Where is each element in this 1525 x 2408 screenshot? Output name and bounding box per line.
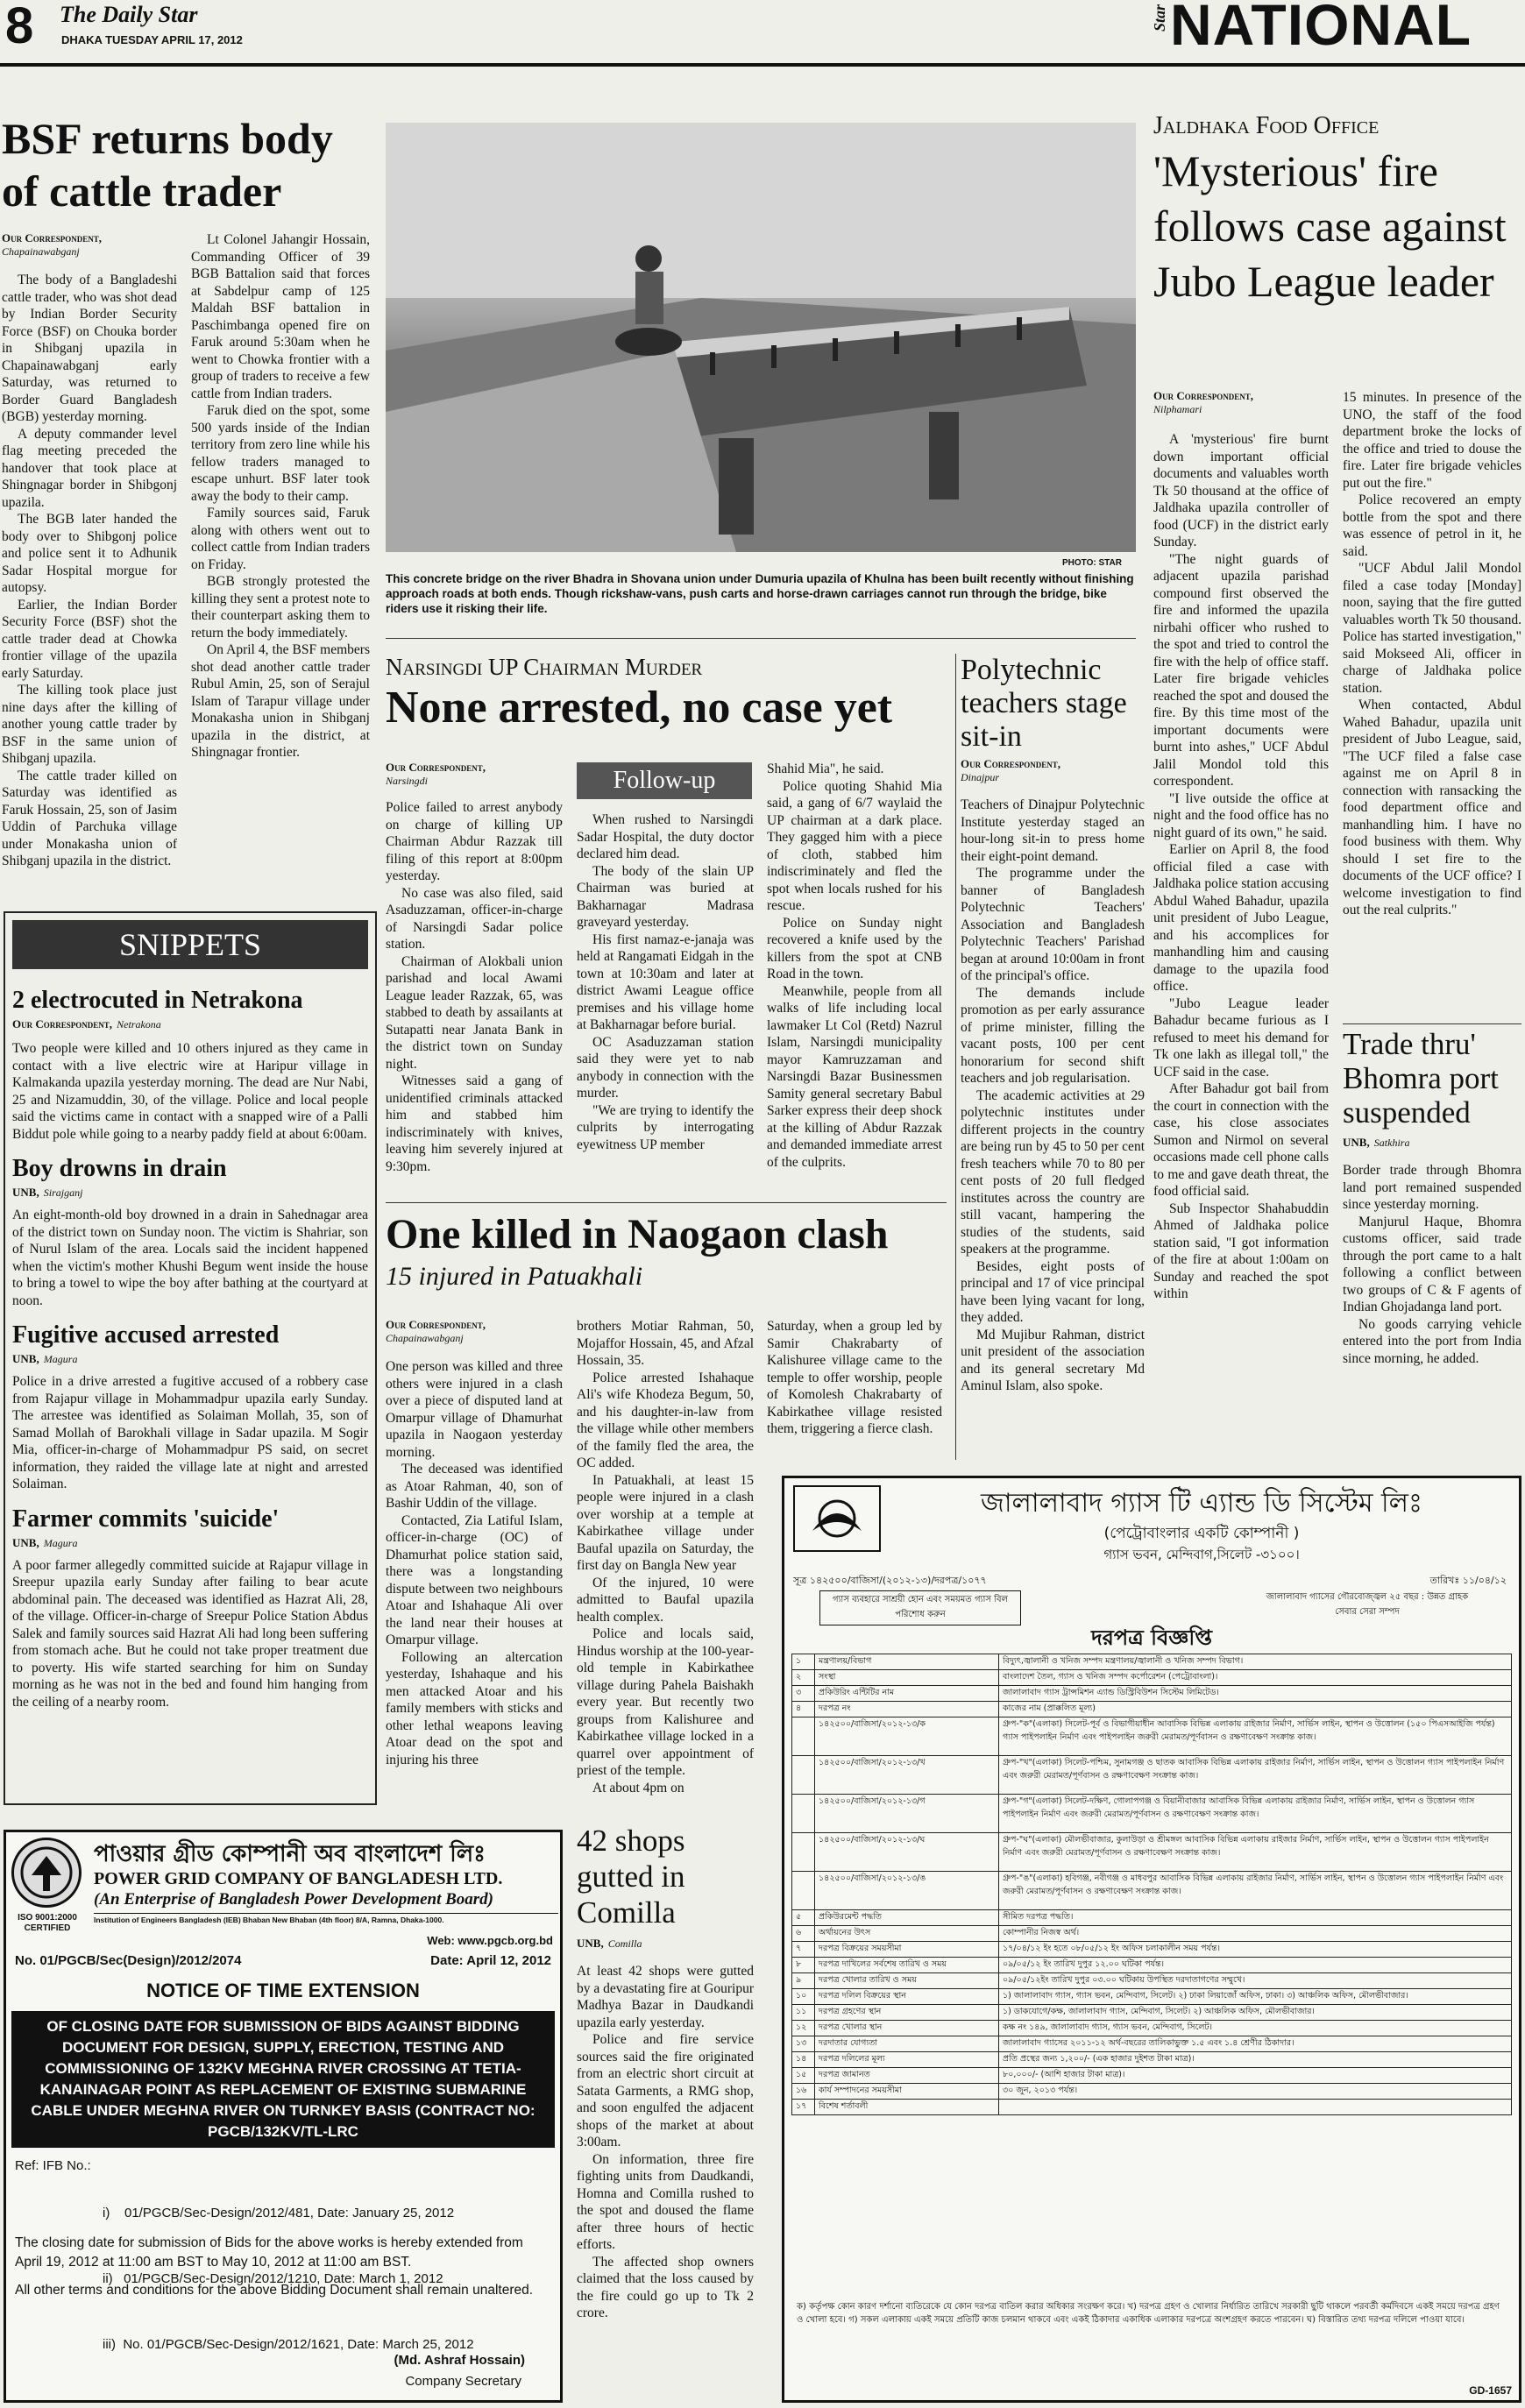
narsingdi-col1 bbox=[386, 799, 563, 1175]
paragraph: Police on Sunday night recovered a knife used by the killers from the spot at CNB Road in the town. bbox=[767, 915, 942, 981]
pgcb-signatory: (Md. Ashraf Hossain) bbox=[394, 2353, 525, 2368]
pgcb-extension: The closing date for submission of Bids for the above works is hereby extended from April 19, 2012 at 11:00 am BST to May 10, 2012 at 11:00 am BST. bbox=[15, 2235, 523, 2270]
pgcb-banner: OF CLOSING DATE FOR SUBMISSION OF BIDS AGAINST BIDDING DOCUMENT FOR DESIGN, SUPPLY, ERECTION, TESTING AND COMMISSIONING OF 132KV MEGHNA RIVER CROSSING AT TETIA-KANAINAGAR POINT AS REPLACEMENT OF EXISTING SUBMARINE CABLE UNDER MEGHNA RIVER ON TURNKEY BASIS (CONTRACT NO: PGCB/132KV/TL-LRC bbox=[11, 2011, 555, 2148]
tender-cell: প্রতি প্রস্থের জন্য ১,২০০/- (এক হাজার দুইশত টাকা মাত্র)। bbox=[999, 2052, 1512, 2068]
jalalabad-notice-title: দরপত্র বিজ্ঞপ্তি bbox=[1091, 1625, 1212, 1650]
paragraph: Following an altercation yesterday, Ishahaque and his men attacked Atoar and his family members with sticks and other lethal weapons leaving Atoar dead on the spot and injuring his three bbox=[386, 1649, 563, 1767]
tender-row bbox=[792, 1942, 1512, 1958]
tender-cell: ১৪২৫০০/বাজিসা/২০১২-১৩/খ bbox=[815, 1756, 999, 1795]
bsf-place: Chapainawabganj bbox=[2, 245, 80, 258]
tender-row bbox=[792, 2005, 1512, 2021]
snippet-byline: UNB, bbox=[12, 1352, 39, 1365]
snippet-text: An eight-month-old boy drowned in a drain in Sahednagar area of the district town on Sunday noon. The victim is Shahriar, son of Nurul Islam of the area. Locals said the incident happened when the victim's mother Khushi Begum went inside the house to bring a towel to wipe the boy after bathing at the courtyard at noon. bbox=[12, 1208, 368, 1308]
tender-cell: ৩ bbox=[792, 1686, 815, 1702]
tender-row bbox=[792, 1958, 1512, 1973]
tender-row bbox=[792, 1795, 1512, 1833]
jalalabad-date: তারিখঃ ১১/০৪/১২ bbox=[1429, 1575, 1507, 1586]
paragraph: "I live outside the office at night and the food office has no night guard of its own," he said. bbox=[1153, 790, 1329, 840]
paragraph: "Jubo League leader Bahadur became furious as I refused to meet his demand for Tk one lakh as illegal toll," the UCF said in the case. bbox=[1153, 995, 1329, 1080]
paragraph: Manjurul Haque, Bhomra customs officer, said trade through the port came to a halt following a conflict between two groups of C & F agents of Indian Ghojadanga land port. bbox=[1343, 1214, 1521, 1314]
paragraph: No goods carrying vehicle entered into the port from India since morning, he added. bbox=[1343, 1316, 1521, 1366]
shops-place: Comilla bbox=[607, 1937, 642, 1950]
paragraph: Teachers of Dinajpur Polytechnic Institute yesterday staged an hour-long sit-in to press home their eight-point demand. bbox=[961, 797, 1145, 864]
naogaon-subhead: 15 injured in Patuakhali bbox=[386, 1262, 643, 1291]
bsf-byline-block bbox=[2, 231, 177, 259]
tender-row bbox=[792, 1910, 1512, 1926]
paragraph: The body of the slain UP Chairman was buried at Bakharnagar Madrasa graveyard yesterday. bbox=[577, 863, 754, 930]
tender-row bbox=[792, 2052, 1512, 2068]
photo-caption: This concrete bridge on the river Bhadra in Shovana union under Dumuria upazila of Khulna has been built recently without finishing approach roads at both ends. Though rickshaw-vans, push carts and horse-drawn carriages cannot run through the bridge, bike riders use it risking their life. bbox=[386, 572, 1134, 615]
tender-cell: কক্ষ নং ১৪৯, জালালাবাদ গ্যাস, গ্যাস ভবন, মেন্দিবাগ, সিলেট। bbox=[999, 2021, 1512, 2036]
trade-byline: UNB, bbox=[1343, 1136, 1370, 1149]
paragraph: Police and locals said, Hindus worship at the 100-year-old temple in Kabirkathee village during Pahela Baishakh every year. But recently two groups from Kalishuree and Kabirkathee village locked in a quarrel over appointment of priest of the temple. bbox=[577, 1626, 754, 1778]
tender-cell: ১৫ bbox=[792, 2068, 815, 2084]
snippet-headline: Boy drowns in drain bbox=[12, 1155, 227, 1182]
trade-rule bbox=[1343, 1023, 1521, 1024]
tender-cell: কোম্পানীর নিজস্ব অর্থ। bbox=[999, 1926, 1512, 1942]
paragraph: BGB strongly protested the killing they sent a protest note to their counterpart asking them to return the body immediately. bbox=[191, 574, 370, 641]
bsf-col2 bbox=[191, 231, 370, 761]
paragraph: Lt Colonel Jahangir Hossain, Commanding Officer of 39 BGB Battalion said that forces at Sabdelpur camp of 125 Maldah BSF battalion in Paschimbanga opened fire on Faruk around 5:30am when he went to Chowka frontier with a group of traders to receive a few cattle from Indian traders. bbox=[191, 232, 370, 401]
tender-cell: বাংলাদেশ তৈল, গ্যাস ও খনিজ সম্পদ কর্পোরেশন (পেট্রোবাংলা)। bbox=[999, 1670, 1512, 1686]
tender-row bbox=[792, 1973, 1512, 1989]
tender-cell: কাজের নাম (প্রাক্কলিত মূল্য) bbox=[999, 1702, 1512, 1717]
tender-cell: ৮০,০০০/- (আশি হাজার টাকা মাত্র)। bbox=[999, 2068, 1512, 2084]
tender-cell bbox=[999, 2100, 1512, 2115]
tender-cell: ৫ bbox=[792, 1910, 815, 1926]
paragraph: Border trade through Bhomra land port remained suspended since yesterday morning. bbox=[1343, 1163, 1521, 1212]
paragraph: The programme under the banner of Bangladesh Polytechnic Teachers' Association and Bangladesh Polytechnic Teachers' Parishad began at around 10:00am in front of the principal's office. bbox=[961, 866, 1145, 983]
paragraph: Police failed to arrest anybody on charge of killing UP Chairman Abdur Razzak till filing of this report at 8:00pm yesterday. bbox=[386, 800, 563, 883]
snippet-item bbox=[12, 987, 368, 1143]
page-number: 8 bbox=[5, 0, 34, 54]
tender-cell: গ্রুপ-"ঘ"(এলাকা) মৌলভীবাজার, কুলাউড়া ও শ্রীমঙ্গল আবাসিক বিভিন্ন এলাকায় রাইজার নির্মাণ, সার্ভিস লাইন, স্থাপন ও উত্তোলন গ্যাস পাইপলাইন নির্মাণ এবং জরুরী মেরামত/পূর্ণবাসন ও রক্ষণাবেক্ষণ সংক্রান্ত কাজ। bbox=[999, 1833, 1512, 1872]
tender-cell: গ্রুপ-"খ"(এলাকা) সিলেট-পশ্চিম, সুনামগঞ্জ ও ছাতক আবাসিক বিভিন্ন এলাকায় রাইজার নির্মাণ, সার্ভিস লাইন, স্থাপন ও উত্তোলন গ্যাস পাইপলাইন নির্মাণ এবং জরুরী মেরামত/পূর্ণবাসন ও রক্ষণাবেক্ষণ সংক্রান্ত কাজ। bbox=[999, 1756, 1512, 1795]
tender-cell: ১৪২৫০০/বাজিসা/২০১২-১৩/ক bbox=[815, 1717, 999, 1756]
tender-cell bbox=[792, 1756, 815, 1795]
section-title: NATIONAL bbox=[1170, 0, 1472, 57]
jalalabad-code: GD-1657 bbox=[1469, 2384, 1512, 2397]
tender-cell: ৬ bbox=[792, 1926, 815, 1942]
shops-article bbox=[577, 1823, 754, 2322]
naogaon-col3 bbox=[767, 1318, 942, 1438]
masthead-rule bbox=[0, 63, 1525, 67]
tender-row bbox=[792, 2068, 1512, 2084]
tender-cell: দরপত্র জামানত bbox=[815, 2068, 999, 2084]
photo-rule bbox=[386, 638, 1136, 639]
narsingdi-place: Narsingdi bbox=[386, 775, 429, 787]
narsingdi-kicker: Narsingdi UP Chairman Murder bbox=[386, 654, 703, 680]
poly-divider bbox=[955, 654, 956, 1460]
tender-cell: ১৪ bbox=[792, 2052, 815, 2068]
naogaon-byline: Our Correspondent, bbox=[386, 1318, 486, 1331]
jalalabad-address: গ্যাস ভবন, মেন্দিবাগ,সিলেট -৩১০০। bbox=[1103, 1547, 1300, 1562]
tender-cell: দরপত্র খোলার তারিখ ও সময় bbox=[815, 1973, 999, 1989]
naogaon-headline: One killed in Naogaon clash bbox=[386, 1211, 889, 1257]
tender-cell: দরপত্র বিক্রয়ের সময়সীমা bbox=[815, 1942, 999, 1958]
tender-row bbox=[792, 1926, 1512, 1942]
tender-cell: জালালাবাদ গ্যাসের ২০১১-১২ অর্থ-বছরের তালিকাভুক্ত ১.৫ এবং ১.৪ শ্রেণীর ঠিকাদার। bbox=[999, 2036, 1512, 2052]
paragraph: "The night guards of adjacent upazila parishad compound first observed the fire and informed the upazila nirbahi officer who rushed to the spot and tried to control the fire with the help of office staff. Later fire brigade vehicles reached the spot and doused the fire. By this time most of the important documents were burnt into ashes," UCF Abdul Jalil Mondol told this correspondent. bbox=[1153, 551, 1329, 789]
bridge-illustration bbox=[386, 123, 1136, 552]
paragraph: 15 minutes. In presence of the UNO, the staff of the food department broke the locks of the office and tried to douse the fire. Later fire brigade vehicles put out the fire." bbox=[1343, 390, 1521, 491]
jaldhaka-byline-block bbox=[1153, 389, 1329, 416]
snippet-text: Police in a drive arrested a fugitive accused of a robbery case from Rajapur village in Mohammadpur upazila early Sunday. The arrestee was identified as Solaiman Mollah, 35, son of Samad Mollah of Barokhali village in Sadar upazila. M Sogir Mia, officer-in-charge of Mohammadpur PS said, on secret information, they raided the village late at night and arrested Solaiman. bbox=[12, 1374, 368, 1491]
paragraph: Earlier, the Indian Border Security Force (BSF) shot the cattle trader dead at Chowka frontier village of the upazila early Saturday. bbox=[2, 597, 177, 681]
tender-cell bbox=[792, 1833, 815, 1872]
naogaon-col2 bbox=[577, 1318, 754, 1796]
snippet-headline: Farmer commits 'suicide' bbox=[12, 1505, 280, 1533]
tender-row bbox=[792, 2100, 1512, 2115]
pgcb-ref-item: i) 01/PGCB/Sec-Design/2012/481, Date: January 25, 2012 bbox=[103, 2206, 455, 2220]
paragraph: Chairman of Alokbali union parishad and local Awami League leader Razzak, 65, was stabbed to death by assailants at Sutapatti near Janata Bank in the district town on Sunday night. bbox=[386, 953, 563, 1072]
tender-row bbox=[792, 1686, 1512, 1702]
tender-cell: ২ bbox=[792, 1670, 815, 1686]
tender-cell: ৮ bbox=[792, 1958, 815, 1973]
paragraph: At least 42 shops were gutted by a devastating fire at Gouripur Madhya Bazar in Daudkandi upazila early yesterday. bbox=[577, 1964, 754, 2030]
follow-up-badge: Follow-up bbox=[577, 762, 752, 799]
naogaon-article bbox=[386, 1209, 947, 1292]
tender-cell: গ্রুপ-"গ"(এলাকা) সিলেট-দক্ষিণ, গোলাপগঞ্জ ও বিয়ানীবাজার আবাসিক বিভিন্ন এলাকায় রাইজার নির্মাণ, সার্ভিস লাইন, স্থাপন ও উত্তোলন গ্যাস পাইপলাইন নির্মাণ এবং জরুরী মেরামত/পূর্ণবাসন ও রক্ষণাবেক্ষণ সংক্রান্ত কাজ। bbox=[999, 1795, 1512, 1833]
snippet-place: Sirajganj bbox=[43, 1186, 83, 1199]
paragraph: Family sources said, Faruk along with others went out to collect cattle from Indian traders on Friday. bbox=[191, 506, 370, 572]
paragraph: "We are trying to identify the culprits by interrogating eyewitness UP member bbox=[577, 1102, 754, 1152]
trade-headline: Trade thru' Bhomra port suspended bbox=[1343, 1027, 1499, 1130]
jaldhaka-col2 bbox=[1343, 389, 1521, 919]
snippets-box bbox=[4, 911, 377, 1805]
tender-cell bbox=[792, 1872, 815, 1910]
paragraph: Faruk died on the spot, some 500 yards inside of the Indian territory from zero line while his fellow traders managed to escape unhurt. BSF later took away the body to their camp. bbox=[191, 403, 370, 504]
jalalabad-title: জালালাবাদ গ্যাস টি এ্যান্ড ডি সিস্টেম লিঃ bbox=[981, 1488, 1422, 1519]
paragraph: The deceased was identified as Atoar Rahman, 40, son of Bashir Uddin of the village. bbox=[386, 1462, 563, 1511]
paragraph: Of the injured, 10 were admitted to Baufal upazila health complex. bbox=[577, 1575, 754, 1625]
pgcb-bn-name: পাওয়ার গ্রীড কোম্পানী অব বাংলাদেশ লিঃ bbox=[94, 1841, 486, 1867]
section-logo: Star bbox=[1151, 4, 1169, 32]
narsingdi-article bbox=[386, 654, 947, 735]
paragraph: In Patuakhali, at least 15 people were injured in a clash over worship at a temple at Kabirkathee village under Baufal upazila on Saturday, the first day on Bangla New year bbox=[577, 1472, 754, 1573]
tender-cell: ১২ bbox=[792, 2021, 815, 2036]
narsingdi-byline: Our Correspondent, bbox=[386, 761, 486, 774]
tender-row bbox=[792, 1756, 1512, 1795]
jalalabad-box-left: গ্যাস ব্যবহারে সাশ্রয়ী হোন এবং সময়মত গ্যাস বিল পরিশোধ করুন bbox=[819, 1590, 1021, 1625]
snippet-byline: UNB, bbox=[12, 1186, 39, 1199]
pgcb-notice-title: NOTICE OF TIME EXTENSION bbox=[146, 1980, 420, 2001]
paragraph: brothers Motiar Rahman, 50, Mojaffor Hossain, 45, and Afzal Hossain, 35. bbox=[577, 1319, 754, 1368]
jaldhaka-byline: Our Correspondent, bbox=[1153, 389, 1254, 402]
jaldhaka-article bbox=[1153, 112, 1521, 309]
tender-row bbox=[792, 2036, 1512, 2052]
paragraph: Police arrested Ishahaque Ali's wife Khodeza Begum, 50, and his daughter-in-law from the village while other members of the family fled the area, the OC added. bbox=[577, 1370, 754, 1470]
tender-row bbox=[792, 2084, 1512, 2100]
paragraph: Police quoting Shahid Mia said, a gang of 6/7 waylaid the UP chairman at a dark place. They gagged him with a piece of cloth, stabbed him indiscriminately and fled the spot when locals rushed for his rescue. bbox=[767, 778, 942, 913]
paragraph: On information, three fire fighting units from Daudkandi, Homna and Comilla rushed to the spot and doused the flame after three hours of hectic efforts. bbox=[577, 2151, 754, 2252]
tender-row bbox=[792, 1654, 1512, 1670]
paragraph: On April 4, the BSF members shot dead another cattle trader Rubul Amin, 25, son of Serajul Islam of Tarapur village under Monakasha union in Shibganj upazila in the district, at Shingnagar frontier. bbox=[191, 642, 370, 760]
pgcb-unaltered: All other terms and conditions for the above Bidding Document shall remain unaltered. bbox=[15, 2283, 534, 2298]
paragraph: Witnesses said a gang of unidentified criminals attacked him and stabbed him indiscriminately with knives, leaving him severely injured at 9:30pm. bbox=[386, 1073, 563, 1174]
tender-table bbox=[791, 1654, 1512, 2115]
tender-cell: বিদ্যুৎ,জ্বালানী ও খনিজ সম্পদ মন্ত্রণালয়/জ্বালানী ও খনিজ সম্পদ বিভাগ। bbox=[999, 1654, 1512, 1670]
paragraph: Besides, eight posts of principal and 17 of vice principal have been lying vacant for long, they added. bbox=[961, 1258, 1145, 1325]
tender-cell: ১১ bbox=[792, 2005, 815, 2021]
bsf-col1 bbox=[2, 272, 177, 870]
paragraph: His first namaz-e-janaja was held at Rangamati Eidgah in the town at 10:30am and later at district Awami League office premises and his village home at Bakharnagar before burial. bbox=[577, 931, 754, 1032]
paragraph: Saturday, when a group led by Samir Chakrabarty of Kalishuree village came to the temple to offer worship, people of Komolesh Chakrabarty of Kabirkathee village resisted them, triggering a fierce clash. bbox=[767, 1319, 942, 1436]
shops-byline: UNB, bbox=[577, 1937, 604, 1950]
paragraph: Sub Inspector Shahabuddin Ahmed of Jaldhaka police station said, "I got information of the fire at about 1:00am on Sunday and reached the spot within bbox=[1153, 1200, 1329, 1301]
tender-cell: দরদাতার যোগ্যতা bbox=[815, 2036, 999, 2052]
tender-cell: ১ bbox=[792, 1654, 815, 1670]
snippet-headline: Fugitive accused arrested bbox=[12, 1321, 280, 1349]
tender-cell: অর্থায়নের উৎস bbox=[815, 1926, 999, 1942]
paragraph: At about 4pm on bbox=[592, 1780, 684, 1795]
tender-row bbox=[792, 1702, 1512, 1717]
paragraph: "UCF Abdul Jalil Mondol filed a case today [Monday] noon, saying that the fire gutted valuables worth Tk 50 thousand. Police has started investigation," said Mokseed Ali, officer in charge of Jaldhaka police station. bbox=[1343, 561, 1521, 696]
pgcb-ad bbox=[4, 1830, 563, 2403]
pgcb-name: POWER GRID COMPANY OF BANGLADESH LTD. bbox=[94, 1869, 503, 1888]
tender-row bbox=[792, 1872, 1512, 1910]
tender-cell: ১৬ bbox=[792, 2084, 815, 2100]
tender-cell: ১৪২৫০০/বাজিসা/২০১২-১৩/ঘ bbox=[815, 1833, 999, 1872]
jalalabad-logo-icon bbox=[795, 1487, 879, 1550]
narsingdi-col3 bbox=[767, 761, 942, 1171]
pgcb-ifb-label: Ref: IFB No.: bbox=[15, 2158, 91, 2173]
tender-cell: দরপত্র নং bbox=[815, 1702, 999, 1717]
jaldhaka-place: Nilphamari bbox=[1153, 403, 1202, 415]
tender-cell: ১৭/০৪/১২ ইং হতে ০৮/০৫/১২ ইং অফিস চলাকালীন সময় পর্যন্ত। bbox=[999, 1942, 1512, 1958]
snippet-headline: 2 electrocuted in Netrakona bbox=[12, 987, 303, 1014]
tender-cell: ১০ bbox=[792, 1989, 815, 2005]
paragraph: Earlier on April 8, the food official filed a case with Jaldhaka police station accusing Abdul Wahed Bahadur, upazila unit president of Jubo League, and his accomplices for manhandling him and causing damage to the upazila food office. bbox=[1153, 842, 1329, 994]
tender-cell: সীমিত দরপত্র পদ্ধতি। bbox=[999, 1910, 1512, 1926]
paragraph: One person was killed and three others were injured in a clash over a piece of disputed land at Omarpur village of Dhamurhat upazila in Naogaon yesterday morning. bbox=[386, 1359, 563, 1460]
tender-row bbox=[792, 1989, 1512, 2005]
paragraph: Contacted, Zia Latiful Islam, officer-in-charge (OC) of Dhamurhat police station said, there was a longstanding dispute between two neighbours Atoar and Ishahaque Ali over the land near their houses at Omarpur village. bbox=[386, 1512, 563, 1647]
paragraph: The academic activities at 29 polytechnic institutes under different projects in the country are being run by 45 to 50 per cent fresh teachers while 70 to 80 per cent posts of 20 full fledged institutes across the country are still vacant, hampering the studies of the students, said speakers at the programme. bbox=[961, 1087, 1145, 1257]
narsingdi-byline-block bbox=[386, 761, 561, 788]
paragraph: A 'mysterious' fire burnt down important official documents and valuables worth Tk 50 thousand at the office of Jaldhaka upazila controller of food (UCF) in the district early Sunday. bbox=[1153, 432, 1329, 549]
paragraph: Meanwhile, people from all walks of life including local lawmaker Lt Col (Retd) Nazrul Islam, Narsingdi municipality mayor Kamruzzaman and Narsingdi Bazar Businessmen Samity general secretary Babul Sarker express their deep shock at the killing of Abdur Razzak and demanded immediate arrest of the culprits. bbox=[767, 983, 942, 1170]
tender-cell: দরপত্র গ্রহণের স্থান bbox=[815, 2005, 999, 2021]
tender-cell: গ্রুপ-"ক"(এলাকা) সিলেট-পূর্ব ও বিভাগীয়াধীন আবাসিক বিভিন্ন এলাকায় রাইজার নির্মাণ, সার্ভিস লাইন, স্থাপন ও উত্তোলন (১৫০ পিএসআইজি পর্যন্ত) গ্যাস পাইপলাইন নির্মাণ এবং পাইপলাইন জরুরী মেরামত/পূর্ণবাসন ও রক্ষণাবেক্ষণ সংক্রান্ত কাজ। bbox=[999, 1717, 1512, 1756]
narsingdi-headline: None arrested, no case yet bbox=[386, 683, 893, 733]
tender-cell bbox=[792, 1795, 815, 1833]
tender-cell: জালালাবাদ গ্যাস ট্রান্সমিশন এ্যান্ড ডিস্ট্রিবিউশন সিস্টেম লিমিটেড। bbox=[999, 1686, 1512, 1702]
tender-cell: ১৪২৫০০/বাজিসা/২০১২-১৩/গ bbox=[815, 1795, 999, 1833]
tender-cell: ৯ bbox=[792, 1973, 815, 1989]
snippet-text: Two people were killed and 10 others injured as they came in contact with a live electric wire at Haripur village in Kalmakanda upazila yesterday morning. The dead are Nur Nabi, 25 and Nizamuddin, 30, of the village. Police and local people said the victims came in contact with a snapped wire of a Palli Biddut pole while going to a nearby paddy field at about 6:00am. bbox=[12, 1041, 368, 1142]
paragraph: A deputy commander level flag meeting preceded the handover that took place at Shingnagar border in Shibgonj upazila. bbox=[2, 426, 177, 510]
tender-cell: ১৭ bbox=[792, 2100, 815, 2115]
pgcb-logo-icon bbox=[14, 1840, 79, 1905]
snippet-byline: Our Correspondent, bbox=[12, 1017, 113, 1030]
tender-cell bbox=[792, 1717, 815, 1756]
jalalabad-subtitle: (পেট্রোবাংলার একটি কোম্পানী ) bbox=[1103, 1525, 1300, 1542]
poly-place: Dinajpur bbox=[961, 771, 1000, 783]
tender-cell: ৪ bbox=[792, 1702, 815, 1717]
tender-cell: কার্য সম্পাদনের সময়সীমা bbox=[815, 2084, 999, 2100]
tender-cell: ১) জালালাবাদ গ্যাস, গ্যাস ভবন, মেন্দিবাগ, সিলেট। ২) ঢাকা লিয়াজোঁ অফিস, ঢাকা। ৩) আঞ্চলিক অফিস, মৌলভীবাজার। bbox=[999, 1989, 1512, 2005]
snippet-text: A poor farmer allegedly committed suicide at Rajapur village in Sreepur upazila early Sunday after failing to bear acute abdominal pain. The deceased was identified as Hazrat Ali, 28, of the village. Officer-in-charge of Sreepur Police Station Abdus Salek and family sources said Hazrat Ali had long been suffering from stomach ache. But he could not take proper treatment due to poverty. His wife started searching for him on Sunday morning as he was not in the bed and found him hanging from the ceiling of a nearby room. bbox=[12, 1557, 368, 1710]
jalalabad-logo bbox=[793, 1485, 881, 1552]
tender-cell: বিশেষ শর্তাবলী bbox=[815, 2100, 999, 2115]
pgcb-ref: No. 01/PGCB/Sec(Design)/2012/2074 bbox=[15, 1953, 242, 1968]
tender-cell: ১৪২৫০০/বাজিসা/২০১২-১৩/ঙ bbox=[815, 1872, 999, 1910]
snippet-item bbox=[12, 1155, 368, 1309]
tender-cell: দরপত্র দলিলের মূল্য bbox=[815, 2052, 999, 2068]
pgcb-tagline: (An Enterprise of Bangladesh Power Development Board) bbox=[94, 1890, 494, 1909]
snippet-place: Netrakona bbox=[117, 1018, 161, 1030]
snippets-title: SNIPPETS bbox=[12, 920, 368, 969]
snippet-place: Magura bbox=[43, 1353, 78, 1365]
tender-cell: মন্ত্রণালয়/বিভাগ bbox=[815, 1654, 999, 1670]
bsf-byline: Our Correspondent, bbox=[2, 231, 103, 244]
paragraph: The affected shop owners claimed that the loss caused by the fire could go up to Tk 2 crore. bbox=[577, 2254, 754, 2320]
snippet-item bbox=[12, 1321, 368, 1493]
paragraph: The killing took place just nine days after the killing of another young cattle trader by BSF in the same union of Shibganj upazila. bbox=[2, 683, 177, 766]
poly-byline: Our Correspondent, bbox=[961, 757, 1061, 770]
pgcb-iso: ISO 9001:2000 CERTIFIED bbox=[18, 1913, 77, 1933]
paragraph: Police recovered an empty bottle from the spot and there was essence of petrol in it, he said. bbox=[1343, 492, 1521, 559]
tender-cell: দরপত্র খোলার স্থান bbox=[815, 2021, 999, 2036]
tender-cell: গ্রুপ-"ঙ"(এলাকা) হবিগঞ্জ, নবীগঞ্জ ও মাধবপুর আবাসিক বিভিন্ন এলাকায় রাইজার নির্মাণ, সার্ভিস লাইন, স্থাপন ও উত্তোলন গ্যাস পাইপলাইন নির্মাণ এবং জরুরী মেরামত/পূর্ণবাসন ও রক্ষণাবেক্ষণ সংক্রান্ত কাজ। bbox=[999, 1872, 1512, 1910]
paragraph: The demands include promotion as per early assurance of prime minister, filling the vacant posts, 100 per cent honorarium for second shift teachers and job regularisation. bbox=[961, 985, 1145, 1086]
snippet-place: Magura bbox=[43, 1536, 78, 1549]
pgcb-ref-item: iii) No. 01/PGCB/Sec-Design/2012/1621, Date: March 25, 2012 bbox=[103, 2337, 474, 2352]
dateline: DHAKA TUESDAY APRIL 17, 2012 bbox=[61, 33, 243, 46]
jaldhaka-col1 bbox=[1153, 431, 1329, 1303]
pgcb-designation: Company Secretary bbox=[405, 2374, 521, 2389]
paragraph: When contacted, Abdul Wahed Bahadur, upazila unit president of Jubo League, said, "The UCF filed a false case against me on April 8 in connection with ransacking the food department office and manhandling him. I have no food business with them. Why should I set fire to the documents of the UCF office? I welcome investigation to find out the real culprits." bbox=[1343, 698, 1521, 917]
bridge-photo bbox=[386, 123, 1136, 552]
paragraph: The BGB later handed the body over to Shibgonj police and police sent it to Adhunik Sadar Hospital morgue for autopsy. bbox=[2, 512, 177, 595]
tender-row bbox=[792, 2021, 1512, 2036]
jalalabad-ad bbox=[782, 1476, 1521, 2403]
jalalabad-ref: সূত্র ১৪২৫০০/বাজিসা/(২০১২-১৩)/দরপত্র/১০৭৭ bbox=[793, 1575, 987, 1586]
jalalabad-box-right: জালালাবাদ গ্যাসের গৌরবোজ্জ্বল ২৫ বছর : উন্নত গ্রাহক সেবার সেরা সম্পদ bbox=[1266, 1592, 1469, 1617]
tender-cell: ১) ডাকযোগে/কক্ষ, জালালাবাদ গ্যাস, মেন্দিবাগ, সিলেট। ২) আঞ্চলিক অফিস, মৌলভীবাজার। bbox=[999, 2005, 1512, 2021]
tender-cell: প্রকিউরিং এন্টিটির নাম bbox=[815, 1686, 999, 1702]
paragraph: Police and fire service sources said the fire originated from an electric short circuit at Satata Garments, a RMG shop, and soon engulfed the adjacent shops of the market at about 3:00am. bbox=[577, 2032, 754, 2149]
shops-headline: 42 shops gutted in Comilla bbox=[577, 1824, 685, 1930]
masthead bbox=[0, 0, 1525, 61]
paragraph: Shahid Mia", he said. bbox=[767, 761, 884, 776]
pgcb-address: Institution of Engineers Bangladesh (IEB) Bhaban New Bhaban (4th floor) 8/A, Ramna, Dhaka-1000. bbox=[94, 1913, 558, 1924]
tender-cell: সংস্থা bbox=[815, 1670, 999, 1686]
narsingdi-rule bbox=[386, 1202, 947, 1203]
pgcb-web: Web: www.pgcb.org.bd bbox=[427, 1934, 553, 1947]
trade-article bbox=[1343, 1027, 1521, 1367]
jalalabad-table-wrap bbox=[791, 1654, 1512, 2115]
jaldhaka-headline: 'Mysterious' fire follows case against Jubo League leader bbox=[1153, 146, 1507, 306]
tender-row bbox=[792, 1670, 1512, 1686]
snippet-byline: UNB, bbox=[12, 1535, 39, 1549]
tender-row bbox=[792, 1833, 1512, 1872]
snippet-item bbox=[12, 1505, 368, 1711]
pgcb-ref-item: ii) 01/PGCB/Sec-Design/2012/1210, Date: March 1, 2012 bbox=[103, 2271, 443, 2286]
poly-article bbox=[961, 654, 1145, 1395]
photo-credit: PHOTO: STAR bbox=[1062, 558, 1122, 568]
tender-cell: ৩০ জুন, ২০১৩ পর্যন্ত। bbox=[999, 2084, 1512, 2100]
tender-cell: দরপত্র দলিল বিক্রয়ের স্থান bbox=[815, 1989, 999, 2005]
paragraph: When rushed to Narsingdi Sadar Hospital, the duty doctor declared him dead. bbox=[577, 812, 754, 861]
tender-cell: ১৩ bbox=[792, 2036, 815, 2052]
paragraph: Md Mujibur Rahman, district unit president of the association and its general secretary Md Aminul Islam, also spoke. bbox=[961, 1327, 1145, 1393]
tender-cell: দরপত্র দাখিলের সর্বশেষ তারিখ ও সময় bbox=[815, 1958, 999, 1973]
paper-name: The Daily Star bbox=[60, 2, 198, 27]
tender-cell: ০৯/০৫/১২ ইং তারিখ দুপুর ১২.০০ ঘটিকা পর্যন্ত। bbox=[999, 1958, 1512, 1973]
jalalabad-conditions: ক) কর্তৃপক্ষ কোন কারণ দর্শানো ব্যতিরেকে যে কোন দরপত্র বাতিল করার অধিকার সংরক্ষণ করে। খ) দরপত্র গ্রহণ ও খোলার নির্ধারিত তারিখে সরকারী ছুটি থাকলে পরবর্তী কর্মদিবসে একই সময়ে দরপত্র গ্রহণ ও খোলা হবে। গ) সকল এলাকায় একই সময়ে প্রতিটি কাজ চলমান থাকবে এবং একই ঠিকাদার একাধিক এলাকার দরপত্রে অংশগ্রহণ করতে পারবেন। ঘ) বিস্তারিত তথ্য দরপত্র দলিলে পাওয়া যাবে। bbox=[797, 2302, 1500, 2325]
paragraph: OC Asaduzzaman station said they were yet to nab anybody in connection with the murder. bbox=[577, 1034, 754, 1101]
naogaon-col1 bbox=[386, 1358, 563, 1768]
trade-place: Satkhira bbox=[1373, 1137, 1410, 1149]
pgcb-logo bbox=[11, 1838, 82, 1908]
tender-cell: প্রকিউরমেন্ট পদ্ধতি bbox=[815, 1910, 999, 1926]
jaldhaka-kicker: Jaldhaka Food Office bbox=[1153, 112, 1380, 139]
bsf-headline: BSF returns body of cattle trader bbox=[2, 114, 333, 216]
paragraph: No case was also filed, said Asaduzzaman, officer-in-charge of Narsingdi Sadar police station. bbox=[386, 885, 563, 952]
tender-cell: ৭ bbox=[792, 1942, 815, 1958]
tender-cell: ০৯/০৫/১২ইং তারিখ দুপুর ০৩.০০ ঘটিকায় উপস্থিত দরদাতাগণের সম্মুখে। bbox=[999, 1973, 1512, 1989]
tender-row bbox=[792, 1717, 1512, 1756]
paragraph: After Bahadur got bail from the court in connection with the case, his close associates Sumon and Nirmol on several occasions made cell phone calls to me and gave death threat, the food official said. bbox=[1153, 1081, 1329, 1199]
pgcb-date: Date: April 12, 2012 bbox=[430, 1953, 551, 1968]
naogaon-byline-block bbox=[386, 1318, 561, 1345]
naogaon-place: Chapainawabganj bbox=[386, 1332, 464, 1344]
narsingdi-col2 bbox=[577, 811, 754, 1153]
paragraph: The cattle trader killed on Saturday was identified as Faruk Hossain, 25, son of Jasim Uddin of Parchuka village under Monakasha union of Shibganj upazila in the district. bbox=[2, 768, 177, 868]
paragraph: The body of a Bangladeshi cattle trader, who was shot dead by Indian Border Security Force (BSF) on Chouka border in Shibganj upazila in Chapainawabganj early Saturday, was returned to Border Guard Bangladesh (BGB) yesterday morning. bbox=[2, 273, 177, 424]
poly-headline: Polytechnic teachers stage sit-in bbox=[961, 654, 1127, 753]
